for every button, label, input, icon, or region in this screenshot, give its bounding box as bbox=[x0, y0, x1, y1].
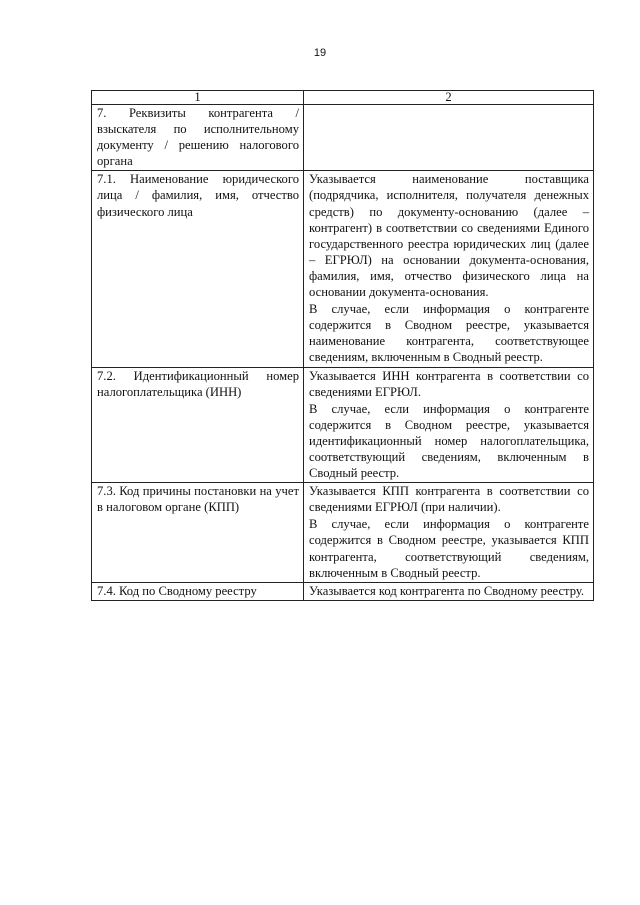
table-row bbox=[92, 105, 594, 171]
table-header-row bbox=[92, 91, 594, 105]
table-row bbox=[92, 171, 594, 367]
row-label-text: 7.3. Код причины постановки на учет в налоговом органе (КПП) bbox=[97, 484, 299, 515]
column-header-2: 2 bbox=[304, 91, 594, 105]
row-description bbox=[304, 171, 594, 367]
description-paragraph: Указывается код контрагента по Сводному реестру. bbox=[309, 583, 585, 598]
row-label-text: 7.1. Наименование юридического лица / фамилия, имя, отчество физического лица bbox=[97, 172, 299, 219]
row-label bbox=[92, 105, 304, 171]
table-row bbox=[92, 483, 594, 583]
row-label bbox=[92, 367, 304, 483]
row-label bbox=[92, 171, 304, 367]
row-description bbox=[304, 483, 594, 583]
row-label bbox=[92, 483, 304, 583]
row-label-text: 7. Реквизиты контрагента / взыскателя по исполнительному документу / решению налогового органа bbox=[97, 106, 299, 169]
table-row bbox=[92, 582, 594, 600]
column-header-1: 1 bbox=[92, 91, 304, 105]
row-label-text: 7.4. Код по Сводному реестру bbox=[97, 583, 257, 598]
row-label-text: 7.2. Идентификационный номер налогоплательщика (ИНН) bbox=[97, 368, 299, 399]
page-number: 19 bbox=[313, 47, 327, 59]
description-paragraph: Указывается ИНН контрагента в соответствии со сведениями ЕГРЮЛ. bbox=[309, 368, 589, 399]
row-label bbox=[92, 582, 304, 600]
requisites-table bbox=[91, 90, 594, 601]
description-paragraph: В случае, если информация о контрагенте содержится в Сводном реестре, указывается наименование контрагента, соответствующее сведениям, включенным в Сводный реестр. bbox=[309, 302, 589, 365]
table-row bbox=[92, 367, 594, 483]
row-description bbox=[304, 582, 594, 600]
row-description bbox=[304, 105, 594, 171]
description-paragraph: В случае, если информация о контрагенте содержится в Сводном реестре, указывается КПП контрагента, соответствующий сведениям, включенным в Сводный реестр. bbox=[309, 517, 589, 580]
description-paragraph: Указывается наименование поставщика (подрядчика, исполнителя, получателя денежных средств) по документу-основанию (далее – контрагент) в соответствии со сведениями Единого государственного реестра юридических лиц (далее – ЕГРЮЛ) на основании документа-основания, фамилия, имя, отчество физического лица на основании документа-основания. bbox=[309, 172, 589, 300]
row-description bbox=[304, 367, 594, 483]
description-paragraph: В случае, если информация о контрагенте содержится в Сводном реестре, указывается идентификационный номер налогоплательщика, соответствующий сведениям, включенным в Сводный реестр. bbox=[309, 401, 589, 481]
description-paragraph: Указывается КПП контрагента в соответствии со сведениями ЕГРЮЛ (при наличии). bbox=[309, 484, 589, 515]
